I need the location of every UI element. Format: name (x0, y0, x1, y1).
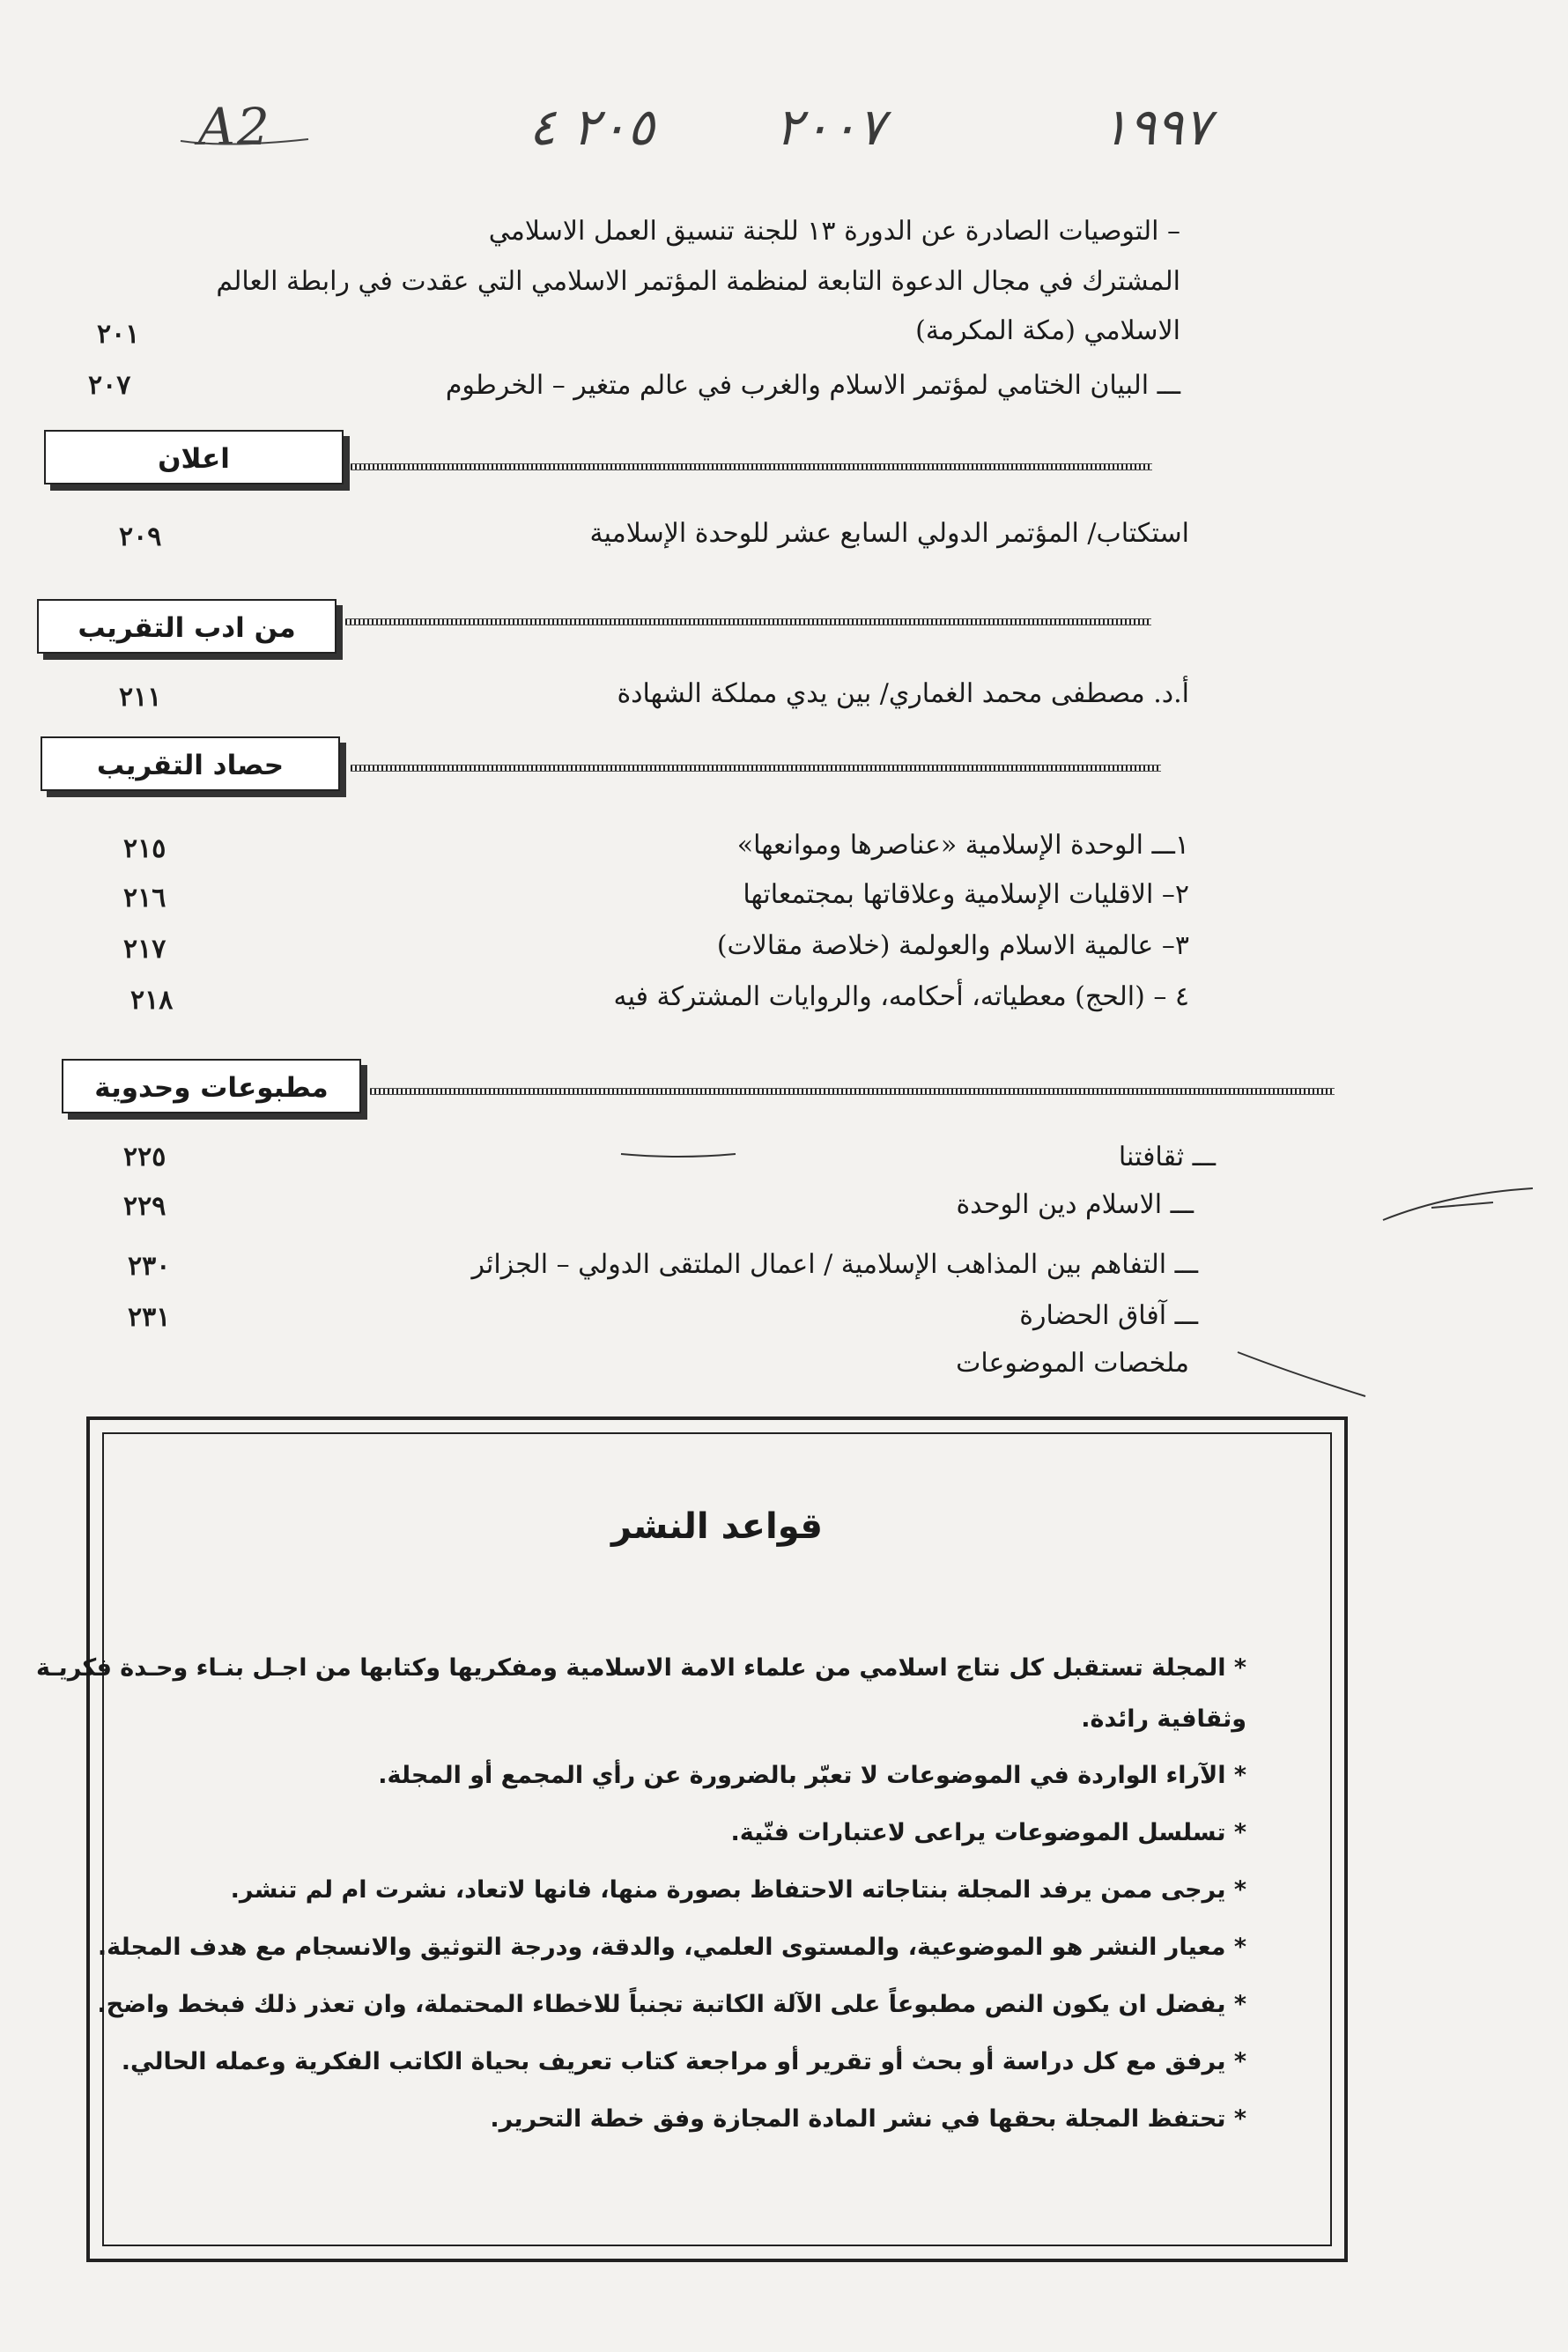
toc-page-number: ٢٠٩ (119, 521, 162, 552)
section-divider (345, 618, 1151, 625)
publishing-rule: * يرفق مع كل دراسة أو بحث أو تقرير أو مراجعة كتاب تعريف بحياة الكاتب الفكرية وعمله الحالي. (121, 2048, 1246, 2075)
publishing-rules-inner-frame (35, 1432, 1332, 2246)
toc-line: ملخصات الموضوعات (956, 1348, 1189, 1379)
toc-line: ٢– الاقليات الإسلامية وعلاقاتها بمجتمعاتها (743, 879, 1189, 910)
toc-page-number: ٢٠٧ (88, 370, 131, 401)
section-divider (370, 1088, 1335, 1095)
pen-stroke (1379, 1176, 1537, 1229)
publishing-rule: * المجلة تستقبل كل نتاج اسلامي من علماء الامة الاسلامية ومفكريها وكتابها من اجـل بنـاء وحـدة فكريـة (35, 1654, 1246, 1682)
toc-line: – التوصيات الصادرة عن الدورة ١٣ للجنة تنسيق العمل الاسلامي (488, 216, 1180, 247)
section-header-literature: من ادب التقريب (37, 599, 337, 654)
toc-page-number: ٢١٥ (123, 833, 166, 864)
toc-line: ٣– عالمية الاسلام والعولمة (خلاصة مقالات) (716, 930, 1189, 961)
toc-page-number: ٢٣٠ (128, 1251, 171, 1282)
toc-line: أ.د. مصطفى محمد الغماري/ بين يدي مملكة الشهادة (617, 678, 1189, 709)
pen-stroke (617, 1145, 740, 1163)
handwritten-note-4: ١٩٩٧ (1101, 97, 1211, 157)
toc-line: ـــ الاسلام دين الوحدة (956, 1189, 1194, 1220)
section-header-harvest: حصاد التقريب (41, 736, 340, 791)
publishing-rule: وثقافية رائدة. (1081, 1705, 1246, 1733)
section-header-announcement: اعلان (44, 430, 344, 484)
toc-page-number: ٢١١ (119, 682, 162, 713)
toc-page-number: ٢١٦ (123, 883, 166, 913)
publishing-rule: * تسلسل الموضوعات يراعى لاعتبارات فنّية. (730, 1819, 1246, 1846)
publishing-rules-box (35, 1416, 1348, 2262)
section-divider (351, 463, 1152, 470)
toc-page-number: ٢١٨ (130, 985, 174, 1016)
toc-page-number: ٢٢٩ (123, 1191, 166, 1222)
toc-line: الاسلامي (مكة المكرمة) (915, 315, 1180, 346)
publishing-rule: * معيار النشر هو الموضوعية، والمستوى العلمي، والدقة، ودرجة التوثيق والانسجام مع هدف المجلة. (97, 1934, 1246, 1961)
section-header-publications: مطبوعات وحدوية (62, 1059, 361, 1113)
handwritten-underline (176, 132, 317, 150)
toc-line: ٤ – (الحج) معطياته، أحكامه، والروايات المشتركة فيه (613, 981, 1189, 1012)
pen-stroke (1233, 1348, 1374, 1401)
toc-line: استكتاب/ المؤتمر الدولي السابع عشر للوحدة الإسلامية (589, 518, 1189, 549)
toc-page-number: ٢٢٥ (123, 1142, 166, 1172)
publishing-rule: * تحتفظ المجلة بحقها في نشر المادة المجازة وفق خطة التحرير. (490, 2105, 1246, 2133)
toc-line: ـــ ثقافتنا (1118, 1142, 1216, 1172)
toc-page-number: ٢٠١ (97, 319, 140, 350)
toc-line: ـــ البيان الختامي لمؤتمر الاسلام والغرب في عالم متغير – الخرطوم (445, 370, 1180, 401)
toc-page-number: ٢١٧ (123, 934, 166, 965)
section-divider (351, 765, 1161, 772)
publishing-rules-title: قواعد النشر (611, 1506, 823, 1547)
handwritten-note-1: A2 (198, 97, 271, 157)
publishing-rule: * يفضل ان يكون النص مطبوعاً على الآلة الكاتبة تجنباً للاخطاء المحتملة، وان تعذر ذلك فبخط واضح. (97, 1991, 1246, 2018)
publishing-rule: * الآراء الواردة في الموضوعات لا تعبّر بالضرورة عن رأي المجمع أو المجلة. (378, 1762, 1246, 1789)
toc-line: ١ـــ الوحدة الإسلامية «عناصرها وموانعها» (736, 830, 1189, 861)
toc-line: المشترك في مجال الدعوة التابعة لمنظمة المؤتمر الاسلامي التي عقدت في رابطة العالم (216, 266, 1180, 297)
handwritten-note-3: ٢٠٠٧ (775, 97, 885, 157)
toc-page-number: ٢٣١ (128, 1302, 171, 1333)
publishing-rule: * يرجى ممن يرفد المجلة بنتاجاته الاحتفاظ بصورة منها، فانها لاتعاد، نشرت ام لم تنشر. (230, 1876, 1246, 1904)
toc-line: ـــ التفاهم بين المذاهب الإسلامية / اعمال الملتقى الدولي – الجزائر (471, 1249, 1198, 1280)
toc-line: ـــ آفاق الحضارة (1019, 1300, 1198, 1331)
handwritten-note-2: ٢٠٥ ٤ (529, 97, 655, 157)
